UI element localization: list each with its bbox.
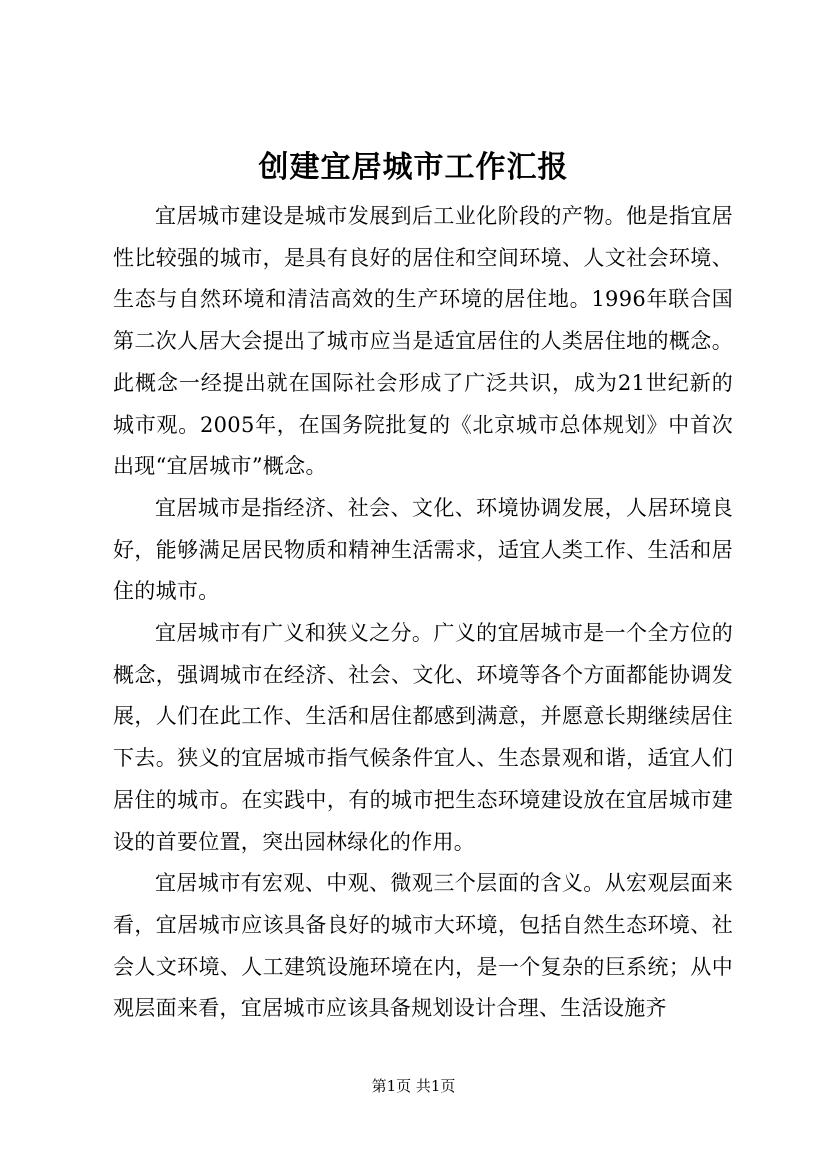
paragraph: 宜居城市有宏观、中观、微观三个层面的含义。从宏观层面来看，宜居城市应该具备良好的城市大环境，包括自然生态环境、社会人文环境、人工建筑设施环境在内，是一个复杂的巨系统；从中观层面来看，宜居城市应该具备规划设计合理、生活设施齐 [113, 871, 733, 1021]
document-title: 创建宜居城市工作汇报 [258, 150, 569, 185]
paragraph: 宜居城市建设是城市发展到后工业化阶段的产物。他是指宜居性比较强的城市，是具有良好的居住和空间环境、人文社会环境、生态与自然环境和清洁高效的生产环境的居住地。1996年联合国第二次人居大会提出了城市应当是适宜居住的人类居住地的概念。此概念一经提出就在国际社会形成了广泛共识，成为21世纪新的城市观。2005年，在国务院批复的《北京城市总体规划》中首次出现“宜居城市”概念。 [113, 204, 733, 479]
paragraph: 宜居城市有广义和狭义之分。广义的宜居城市是一个全方位的概念，强调城市在经济、社会、文化、环境等各个方面都能协调发展，人们在此工作、生活和居住都感到满意，并愿意长期继续居住下去。狭义的宜居城市指气候条件宜人、生态景观和谐，适宜人们居住的城市。在实践中，有的城市把生态环境建设放在宜居城市建设的首要位置，突出园林绿化的作用。 [113, 621, 733, 854]
document-body [113, 196, 733, 1030]
paragraph: 宜居城市是指经济、社会、文化、环境协调发展，人居环境良好，能够满足居民物质和精神生活需求，适宜人类工作、生活和居住的城市。 [113, 495, 733, 604]
page-number-footer: 第1页 共1页 [371, 1077, 456, 1095]
